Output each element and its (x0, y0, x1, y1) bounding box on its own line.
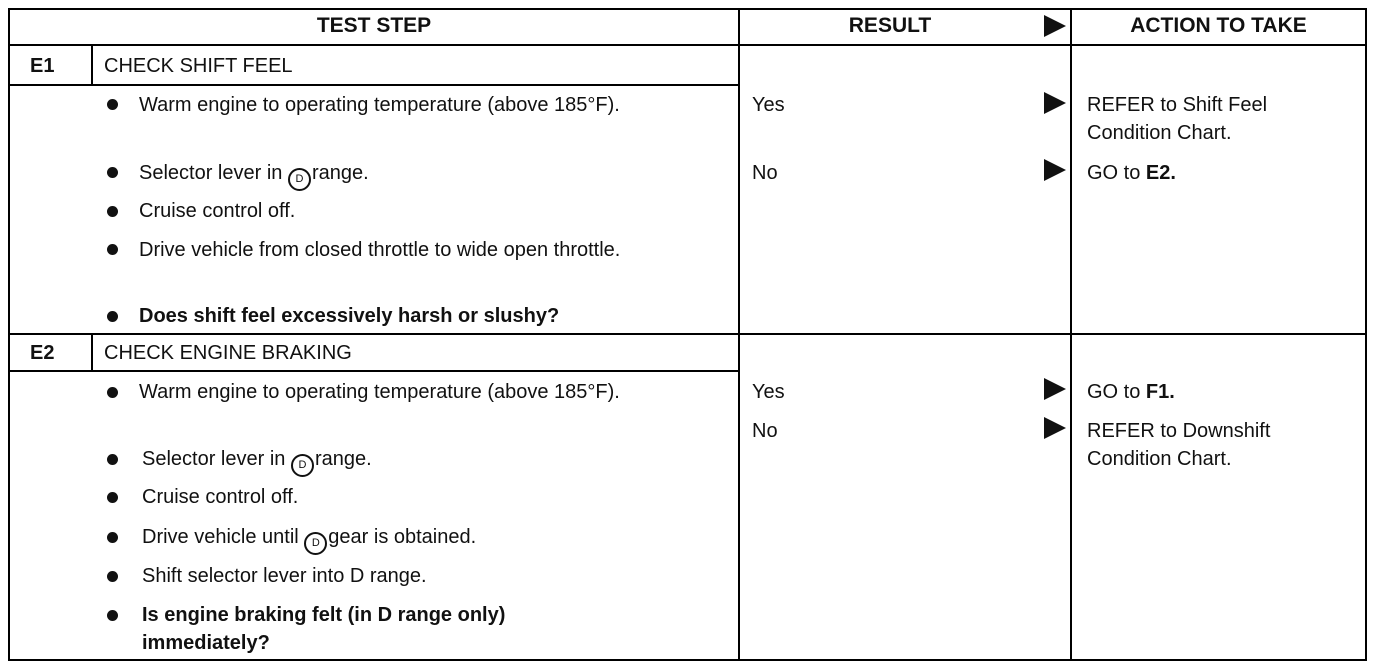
e2-bullet-1: Warm engine to operating temperature (above 185°F). (139, 381, 620, 403)
e2-id-divider (91, 333, 93, 372)
e2-action-yes-ref[interactable]: F1. (1145, 381, 1175, 403)
e2-bullet-3: Cruise control off. (142, 486, 299, 508)
e2-step-title: CHECK ENGINE BRAKING (104, 342, 352, 364)
e2-action-no: REFER to Downshift Condition Chart. (1087, 420, 1271, 470)
e2-bullet-6: Is engine braking felt (in D range only) immediately? (142, 604, 506, 654)
bullet-icon (107, 610, 118, 621)
e2-bullet-2 (142, 445, 372, 477)
e1-bullet-3: Cruise control off. (139, 200, 296, 222)
e2-drive-suffix: gear is obtained. (328, 526, 477, 548)
e1-result-yes: Yes (752, 94, 785, 116)
e2-selector-suffix: range. (314, 448, 372, 470)
e1-action-no-ref[interactable]: E2. (1145, 162, 1176, 184)
arrow-icon (1044, 159, 1066, 181)
e1-action-no (1087, 159, 1176, 187)
e1-result-no: No (752, 162, 778, 184)
e2-bullet-4 (142, 523, 476, 555)
bullet-icon (107, 532, 118, 543)
header-arrow-icon (1044, 15, 1066, 37)
e1-selector-suffix: range. (311, 162, 369, 184)
drive-range-icon: D (291, 454, 314, 477)
e2-bullet-5: Shift selector lever into D range. (142, 565, 427, 587)
bullet-icon (107, 492, 118, 503)
e2-step-id: E2 (30, 342, 55, 364)
border-top (8, 8, 1367, 10)
e1-action-yes: REFER to Shift Feel Condition Chart. (1087, 94, 1268, 144)
header-bottom (8, 44, 1367, 46)
border-bottom (8, 659, 1367, 661)
e1-action-no-prefix: GO to (1087, 162, 1141, 184)
header-test-step: TEST STEP (316, 14, 432, 37)
e1-bullet-2 (139, 159, 369, 191)
e2-action-yes-prefix: GO to (1087, 381, 1141, 403)
e2-title-bottom (8, 370, 740, 372)
bullet-icon (107, 244, 118, 255)
bullet-icon (107, 99, 118, 110)
e2-action-yes (1087, 378, 1175, 406)
bullet-icon (107, 311, 118, 322)
drive-range-icon: D (288, 168, 311, 191)
e2-result-yes: Yes (752, 381, 785, 403)
arrow-icon (1044, 417, 1066, 439)
bullet-icon (107, 571, 118, 582)
e1-bullet-1: Warm engine to operating temperature (above 185°F). (139, 94, 620, 116)
e1-id-divider (91, 44, 93, 86)
section-divider (8, 333, 1367, 335)
bullet-icon (107, 206, 118, 217)
bullet-icon (107, 454, 118, 465)
e1-selector-prefix: Selector lever in (139, 162, 283, 184)
bullet-icon (107, 387, 118, 398)
arrow-icon (1044, 92, 1066, 114)
e1-bullet-5: Does shift feel excessively harsh or slushy? (139, 305, 560, 327)
e1-title-bottom (8, 84, 740, 86)
e1-step-id: E1 (30, 55, 55, 77)
e1-step-title: CHECK SHIFT FEEL (104, 55, 293, 77)
header-result: RESULT (848, 14, 932, 37)
drive-range-icon: D (304, 532, 327, 555)
e2-selector-prefix: Selector lever in (142, 448, 286, 470)
bullet-icon (107, 167, 118, 178)
header-action: ACTION TO TAKE (1130, 14, 1307, 37)
e2-drive-prefix: Drive vehicle until (142, 526, 299, 548)
e1-bullet-4: Drive vehicle from closed throttle to wide open throttle. (139, 239, 621, 261)
e2-result-no: No (752, 420, 778, 442)
arrow-icon (1044, 378, 1066, 400)
